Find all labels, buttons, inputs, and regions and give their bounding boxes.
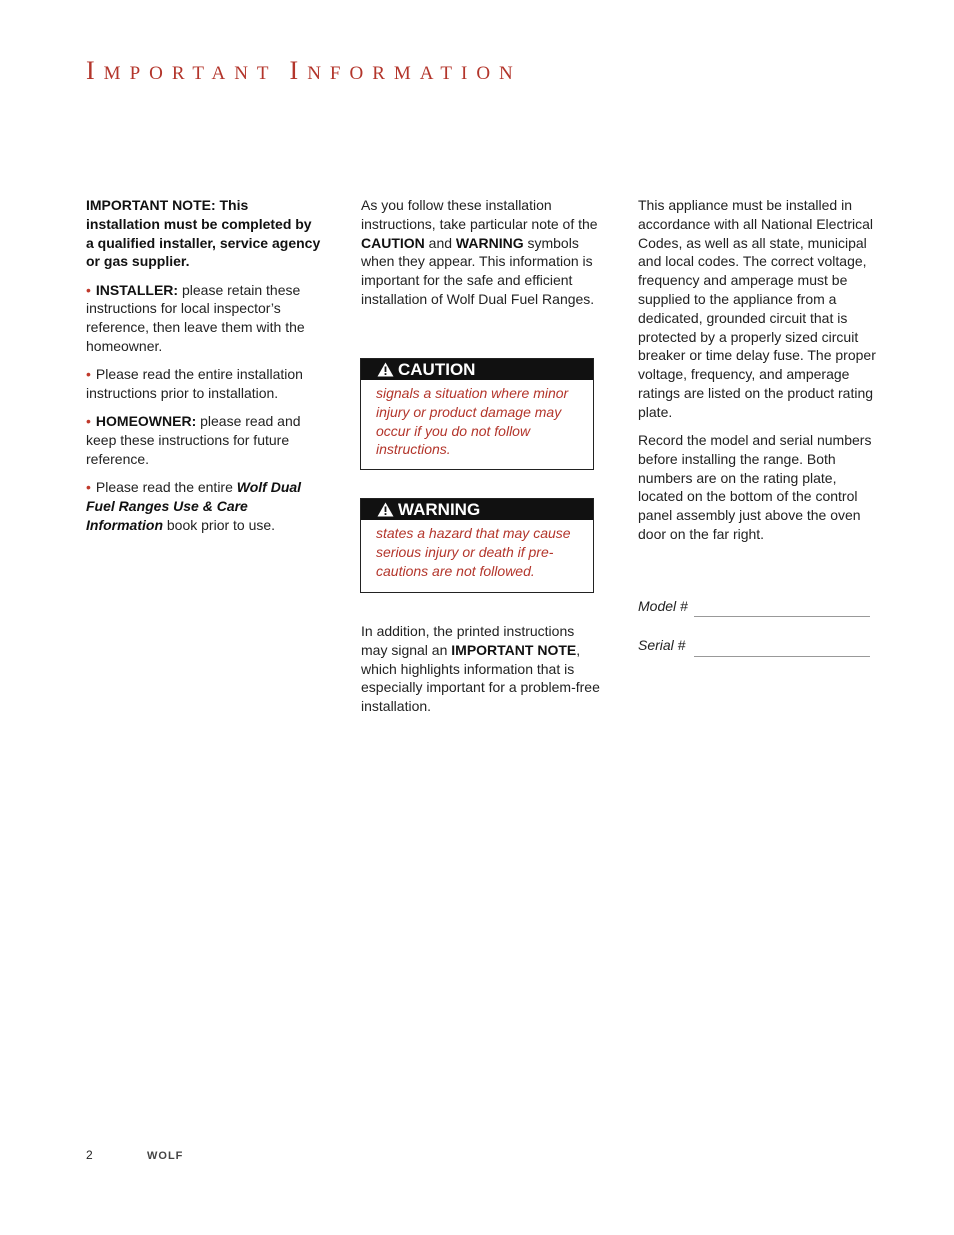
model-number-line bbox=[694, 616, 870, 617]
installer-item: • INSTALLER: please retain these instructions for local inspector’s reference, then leave them with the homeowner. bbox=[86, 281, 305, 354]
caution-text: signals a situation where minor injury or product damage may occur if you do not follow instructions. bbox=[376, 385, 569, 458]
caution-header bbox=[361, 359, 593, 380]
read-installation-item: • Please read the entire installation instructions prior to installation. bbox=[86, 366, 303, 401]
warning-title: WARNING bbox=[398, 500, 481, 519]
right-column bbox=[638, 196, 884, 553]
record-numbers: Record the model and serial numbers before installing the range. Both numbers are on the rating plate, located on the bottom of the control panel assembly just above the oven door on the far right. bbox=[638, 431, 872, 542]
model-number-label: Model # bbox=[638, 598, 688, 614]
caution-title: CAUTION bbox=[398, 360, 476, 379]
homeowner-item: • HOMEOWNER: please read and keep these instructions for future reference. bbox=[86, 413, 301, 467]
bullet-icon: • bbox=[86, 478, 91, 495]
warning-text: states a hazard that may cause serious injury or death if pre-cautions are not followed. bbox=[376, 525, 571, 579]
important-note: IMPORTANT NOTE: This installation must be completed by a qualified installer, service agency or gas supplier. bbox=[86, 197, 321, 270]
bullet-icon: • bbox=[86, 281, 91, 298]
wolf-logo: WOLF bbox=[147, 1150, 184, 1162]
caution-box bbox=[360, 358, 594, 470]
warning-triangle-icon bbox=[377, 362, 394, 377]
bullet-icon: • bbox=[86, 366, 91, 383]
electrical-requirements: This appliance must be installed in accordance with all National Electrical Codes, as well as all state, municipal and local codes. The correct voltage, frequency and amperage must be supplied to the appliance from a dedicated, grounded circuit that is protected by a properly sized circuit breaker or time delay fuse. The proper voltage, frequency, and amperage ratings are listed on the product rating plate. bbox=[638, 197, 876, 420]
warning-triangle-icon bbox=[377, 502, 394, 517]
serial-number-label: Serial # bbox=[638, 637, 686, 653]
symbols-intro: As you follow these installation instructions, take particular note of the CAUTION and WARNING symbols when they appear. This information is important for the safe and efficient installation of Wolf Dual Fuel Ranges. bbox=[361, 197, 598, 307]
page-title: IMPORTANT INFORMATION bbox=[86, 56, 522, 85]
warning-header bbox=[361, 499, 593, 520]
left-column bbox=[86, 196, 322, 544]
bullet-icon: • bbox=[86, 413, 91, 430]
warning-box bbox=[360, 498, 594, 593]
page-number: 2 bbox=[86, 1148, 93, 1162]
use-care-item: • Please read the entire Wolf Dual Fuel Ranges Use & Care Information book prior to use. bbox=[86, 478, 302, 533]
middle-column-intro bbox=[361, 196, 601, 318]
serial-number-line bbox=[694, 656, 870, 657]
important-note-explanation: In addition, the printed instructions may signal an IMPORTANT NOTE, which highlights information that is especially important for a problem-free installation. bbox=[361, 623, 600, 715]
